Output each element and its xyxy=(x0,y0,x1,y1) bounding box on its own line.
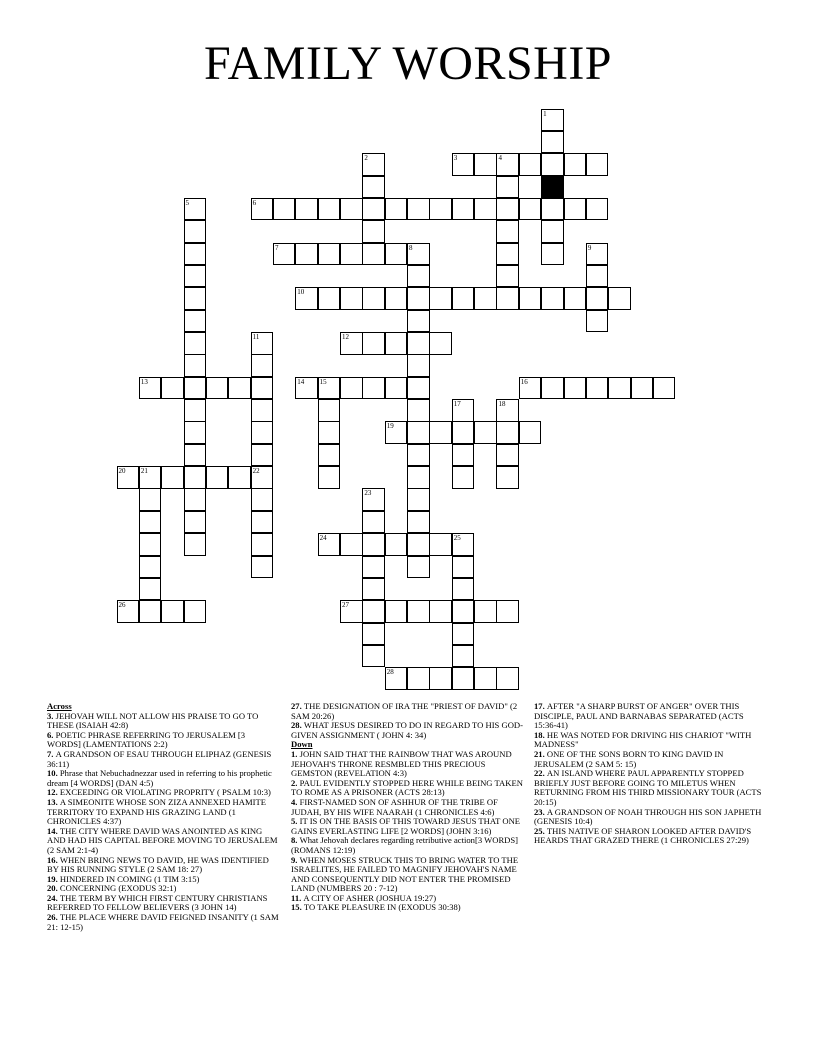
grid-cell[interactable] xyxy=(184,332,207,355)
grid-cell[interactable] xyxy=(429,667,452,690)
grid-cell[interactable] xyxy=(318,444,341,467)
clue-number: 26 xyxy=(118,601,126,610)
grid-cell[interactable] xyxy=(452,444,475,467)
clue-number: 21 xyxy=(140,467,148,476)
grid-cell[interactable] xyxy=(251,511,274,534)
black-cell xyxy=(541,176,564,199)
grid-cell[interactable] xyxy=(541,377,564,400)
clue-number: 14 xyxy=(297,377,305,386)
clue-number: 27 xyxy=(342,601,349,610)
grid-cell[interactable] xyxy=(385,287,408,310)
clue-item: 24. THE TERM BY WHICH FIRST CENTURY CHRISTIANS REFERRED TO FELLOW BELIEVERS (3 JOHN 14) xyxy=(47,892,268,913)
grid-cell[interactable] xyxy=(519,198,542,221)
clue-number: 5 xyxy=(185,198,190,207)
grid-cell[interactable] xyxy=(184,220,207,243)
grid-cell[interactable] xyxy=(385,243,408,266)
grid-cell[interactable] xyxy=(407,243,430,266)
grid-cell[interactable] xyxy=(586,310,609,333)
grid-cell[interactable] xyxy=(184,243,207,266)
clue-item: 25. THIS NATIVE OF SHARON LOOKED AFTER DAVID'S HEARDS THAT GRAZED THERE (1 CHRONICLES 27:29) xyxy=(534,825,752,846)
clue-number: 8 xyxy=(409,243,413,252)
grid-cell[interactable] xyxy=(496,176,519,199)
grid-cell[interactable] xyxy=(385,332,408,355)
grid-cell[interactable] xyxy=(251,332,274,355)
grid-cell[interactable] xyxy=(519,153,542,176)
grid-cell[interactable] xyxy=(273,243,296,266)
grid-cell[interactable] xyxy=(295,198,318,221)
grid-cell[interactable] xyxy=(407,600,430,623)
grid-cell[interactable] xyxy=(407,556,430,579)
grid-cell[interactable] xyxy=(251,444,274,467)
grid-cell[interactable] xyxy=(407,198,430,221)
clue-item: 8. What Jehovah declares regarding retributive action[3 WORDS] (ROMANS 12:19) xyxy=(291,835,519,855)
grid-cell[interactable] xyxy=(541,153,564,176)
grid-cell[interactable] xyxy=(586,377,609,400)
grid-cell[interactable] xyxy=(318,533,341,556)
grid-cell[interactable] xyxy=(161,600,184,623)
clue-item: 2. PAUL EVIDENTLY STOPPED HERE WHILE BEING TAKEN TO ROME AS A PRISONER (ACTS 28:13) xyxy=(291,777,523,798)
grid-cell[interactable] xyxy=(385,377,408,400)
clue-item: 6. POETIC PHRASE REFERRING TO JERUSALEM [3 WORDS] (LAMENTATIONS 2:2) xyxy=(47,729,246,750)
clue-number: 6 xyxy=(252,198,257,207)
clue-item: 23. A GRANDSON OF NOAH THROUGH HIS SON JAPHETH (GENESIS 10:4) xyxy=(534,806,762,827)
grid-cell[interactable] xyxy=(452,198,475,221)
grid-cell[interactable] xyxy=(407,444,430,467)
puzzle-title: FAMILY WORSHIP xyxy=(203,37,612,90)
grid-cell[interactable] xyxy=(452,667,475,690)
grid-cell[interactable] xyxy=(362,243,385,266)
clue-number: 18 xyxy=(498,400,506,409)
clue-item: 13. A SIMEONITE WHOSE SON ZIZA ANNEXED HAMITE TERRITORY TO EXPAND HIS GRAZING LAND (1 CHRONICLES 4:37) xyxy=(47,796,266,827)
grid-cell[interactable] xyxy=(362,287,385,310)
clue-item: 28. WHAT JESUS DESIRED TO DO IN REGARD TO HIS GOD-GIVEN ASSIGNMENT ( JOHN 4: 34) xyxy=(291,720,523,740)
clue-item: 1. JOHN SAID THAT THE RAINBOW THAT WAS AROUND JEHOVAH'S THRONE RESMBLED THIS PRECIOUS GEMSTON (REVELATION 4:3) xyxy=(291,748,512,779)
grid-cell[interactable] xyxy=(295,377,318,400)
grid-cell[interactable] xyxy=(184,287,207,310)
clue-number: 3 xyxy=(453,154,458,163)
grid-cell[interactable] xyxy=(519,421,542,444)
grid-cell[interactable] xyxy=(184,421,207,444)
grid-cell[interactable] xyxy=(452,645,475,668)
grid-cell[interactable] xyxy=(452,556,475,579)
clue-item: 18. HE WAS NOTED FOR DRIVING HIS CHARIOT "WITH MADNESS" xyxy=(534,729,752,750)
grid-cell[interactable] xyxy=(362,533,385,556)
grid-cell[interactable] xyxy=(295,287,318,310)
grid-cell[interactable] xyxy=(452,600,475,623)
grid-cell[interactable] xyxy=(340,377,363,400)
grid-cell[interactable] xyxy=(474,421,497,444)
grid-cell[interactable] xyxy=(496,466,519,489)
grid-cell[interactable] xyxy=(385,667,408,690)
grid-cell[interactable] xyxy=(273,198,296,221)
grid-cell[interactable] xyxy=(452,466,475,489)
clue-number: 16 xyxy=(520,377,528,386)
grid-cell[interactable] xyxy=(184,354,207,377)
clue-number: 11 xyxy=(252,333,260,341)
grid-cell[interactable] xyxy=(139,556,162,579)
grid-cell[interactable] xyxy=(541,243,564,266)
grid-cell[interactable] xyxy=(251,556,274,579)
grid-cell[interactable] xyxy=(318,243,341,266)
clue-item: 15. TO TAKE PLEASURE IN (EXODUS 30:38) xyxy=(291,902,461,913)
grid-cell[interactable] xyxy=(295,243,318,266)
clue-number: 22 xyxy=(252,467,260,476)
clue-number: 2 xyxy=(364,154,368,163)
grid-cell[interactable] xyxy=(206,377,229,400)
grid-cell[interactable] xyxy=(407,421,430,444)
grid-cell[interactable] xyxy=(184,399,207,422)
grid-cell[interactable] xyxy=(340,600,363,623)
grid-cell[interactable] xyxy=(385,600,408,623)
clue-item: 10. Phrase that Nebuchadnezzar used in referring to his prophetic dream [4 WORDS] (DAN 4:5) xyxy=(47,768,272,788)
grid-cell[interactable] xyxy=(541,287,564,310)
clue-item: 17. AFTER "A SHARP BURST OF ANGER" OVER THIS DISCIPLE, PAUL AND BARNABAS SEPARATED (ACTS 15:36-41) xyxy=(534,701,744,731)
grid-cell[interactable] xyxy=(496,198,519,221)
clue-number: 25 xyxy=(453,534,461,543)
clue-number: 4 xyxy=(498,154,502,163)
grid-cell[interactable] xyxy=(496,421,519,444)
grid-cell[interactable] xyxy=(474,153,497,176)
grid-cell[interactable] xyxy=(541,220,564,243)
grid-cell[interactable] xyxy=(385,198,408,221)
clue-number: 19 xyxy=(386,422,394,431)
grid-cell[interactable] xyxy=(452,287,475,310)
clue-item: 27. THE DESIGNATION OF IRA THE "PRIEST OF DAVID" (2 SAM 20:26) xyxy=(291,701,518,721)
grid-cell[interactable] xyxy=(496,153,519,176)
grid-cell[interactable] xyxy=(496,444,519,467)
clue-number: 24 xyxy=(319,534,327,543)
grid-cell[interactable] xyxy=(564,153,587,176)
grid-cell[interactable] xyxy=(608,377,631,400)
grid-cell[interactable] xyxy=(318,287,341,310)
grid-cell[interactable] xyxy=(564,198,587,221)
grid-cell[interactable] xyxy=(564,377,587,400)
clue-item: 20. CONCERNING (EXODUS 32:1) xyxy=(47,883,177,894)
across-header: Across xyxy=(47,701,72,711)
grid-cell[interactable] xyxy=(407,667,430,690)
grid-cell[interactable] xyxy=(474,287,497,310)
clue-item: 11. A CITY OF ASHER (JOSHUA 19:27) xyxy=(291,892,437,903)
grid-cell[interactable] xyxy=(407,354,430,377)
clue-number: 20 xyxy=(118,467,126,476)
grid-cell[interactable] xyxy=(496,600,519,623)
grid-cell[interactable] xyxy=(452,533,475,556)
grid-cell[interactable] xyxy=(340,533,363,556)
grid-cell[interactable] xyxy=(318,421,341,444)
grid-cell[interactable] xyxy=(586,265,609,288)
clue-number: 15 xyxy=(319,377,327,386)
grid-cell[interactable] xyxy=(362,623,385,646)
clue-number: 23 xyxy=(364,489,372,498)
clue-number: 17 xyxy=(453,400,461,409)
grid-cell[interactable] xyxy=(608,287,631,310)
grid-cell[interactable] xyxy=(362,176,385,199)
grid-cell[interactable] xyxy=(362,198,385,221)
grid-cell[interactable] xyxy=(340,287,363,310)
grid-cell[interactable] xyxy=(161,377,184,400)
grid-cell[interactable] xyxy=(206,466,229,489)
grid-cell[interactable] xyxy=(184,444,207,467)
grid-cell[interactable] xyxy=(362,600,385,623)
grid-cell[interactable] xyxy=(251,421,274,444)
clues-column-3 xyxy=(534,702,766,846)
grid-cell[interactable] xyxy=(318,377,341,400)
grid-cell[interactable] xyxy=(362,332,385,355)
clue-item: 4. FIRST-NAMED SON OF ASHHUR OF THE TRIBE OF JUDAH, BY HIS WIFE NAARAH (1 CHRONICLES 4:6) xyxy=(291,796,498,817)
clue-number: 12 xyxy=(342,333,349,341)
grid-cell[interactable] xyxy=(474,198,497,221)
grid-cell[interactable] xyxy=(184,511,207,534)
grid-cell[interactable] xyxy=(184,310,207,333)
grid-cell[interactable] xyxy=(586,153,609,176)
clue-number: 10 xyxy=(297,288,305,297)
grid-cell[interactable] xyxy=(251,488,274,511)
grid-cell[interactable] xyxy=(139,578,162,601)
grid-cell[interactable] xyxy=(429,533,452,556)
grid-cell[interactable] xyxy=(362,556,385,579)
clues-column-1 xyxy=(47,702,279,932)
grid-cell[interactable] xyxy=(452,421,475,444)
grid-cell[interactable] xyxy=(251,399,274,422)
grid-cell[interactable] xyxy=(318,399,341,422)
grid-cell[interactable] xyxy=(117,466,140,489)
grid-cell[interactable] xyxy=(519,287,542,310)
grid-cell[interactable] xyxy=(385,533,408,556)
grid-cell[interactable] xyxy=(429,332,452,355)
grid-cell[interactable] xyxy=(474,600,497,623)
grid-cell[interactable] xyxy=(407,533,430,556)
grid-cell[interactable] xyxy=(184,488,207,511)
grid-cell[interactable] xyxy=(340,198,363,221)
grid-cell[interactable] xyxy=(519,377,542,400)
grid-cell[interactable] xyxy=(228,377,251,400)
grid-cell[interactable] xyxy=(228,466,251,489)
grid-cell[interactable] xyxy=(251,466,274,489)
grid-cell[interactable] xyxy=(184,466,207,489)
clue-item: 14. THE CITY WHERE DAVID WAS ANOINTED AS KING AND HAD HIS CAPITAL BEFORE MOVING TO JERUSALEM (2 SAM 2:1-4) xyxy=(47,825,278,855)
grid-cell[interactable] xyxy=(161,466,184,489)
grid-cell[interactable] xyxy=(139,377,162,400)
grid-cell[interactable] xyxy=(407,488,430,511)
grid-cell[interactable] xyxy=(407,287,430,310)
grid-cell[interactable] xyxy=(184,600,207,623)
grid-cell[interactable] xyxy=(407,511,430,534)
grid-cell[interactable] xyxy=(496,399,519,422)
grid-cell[interactable] xyxy=(407,265,430,288)
grid-cell[interactable] xyxy=(653,377,676,400)
clue-item: 3. JEHOVAH WILL NOT ALLOW HIS PRAISE TO GO TO THESE (ISAIAH 42:8) xyxy=(47,710,259,731)
grid-cell[interactable] xyxy=(362,645,385,668)
grid-cell[interactable] xyxy=(362,220,385,243)
grid-cell[interactable] xyxy=(385,421,408,444)
clue-number: 13 xyxy=(140,377,148,386)
grid-cell[interactable] xyxy=(452,623,475,646)
grid-cell[interactable] xyxy=(139,511,162,534)
grid-cell[interactable] xyxy=(117,600,140,623)
grid-cell[interactable] xyxy=(340,243,363,266)
clue-item: 9. WHEN MOSES STRUCK THIS TO BRING WATER TO THE ISRAELITES, HE FAILED TO MAGNIFY JEHOVAH'S NAME AND CONSEQUENTLY DID NOT ENTER THE PROMISED LAND (NUMBERS 20 : 7-12) xyxy=(291,854,519,894)
grid-cell[interactable] xyxy=(139,488,162,511)
grid-cell[interactable] xyxy=(318,198,341,221)
grid-cell[interactable] xyxy=(362,578,385,601)
grid-cell[interactable] xyxy=(184,198,207,221)
clue-item: 7. A GRANDSON OF ESAU THROUGH ELIPHAZ (GENESIS 36:11) xyxy=(47,748,272,769)
clue-item: 5. IT IS ON THE BASIS OF THIS TOWARD JESUS THAT ONE GAINS EVERLASTING LIFE [2 WORDS] (JOHN 3:16) xyxy=(291,816,521,836)
grid-cell[interactable] xyxy=(407,377,430,400)
clue-item: 22. AN ISLAND WHERE PAUL APPARENTLY STOPPED BRIEFLY JUST BEFORE GOING TO MILETUS WHEN RETURNING FROM HIS THIRD MISSIONARY TOUR (ACTS 20:15) xyxy=(534,768,762,807)
clues-column-2 xyxy=(291,702,523,913)
grid-cell[interactable] xyxy=(496,243,519,266)
grid-cell[interactable] xyxy=(407,332,430,355)
grid-cell[interactable] xyxy=(452,153,475,176)
grid-cell[interactable] xyxy=(541,131,564,154)
clue-number: 9 xyxy=(587,243,592,252)
grid-cell[interactable] xyxy=(184,265,207,288)
grid-cell[interactable] xyxy=(251,533,274,556)
grid-cell[interactable] xyxy=(496,667,519,690)
grid-cell[interactable] xyxy=(139,533,162,556)
grid-cell[interactable] xyxy=(586,287,609,310)
grid-cell[interactable] xyxy=(340,332,363,355)
clue-item: 21. ONE OF THE SONS BORN TO KING DAVID IN JERUSALEM (2 SAM 5: 15) xyxy=(534,748,724,769)
grid-cell[interactable] xyxy=(184,533,207,556)
grid-cell[interactable] xyxy=(139,466,162,489)
grid-cell[interactable] xyxy=(184,377,207,400)
grid-cell[interactable] xyxy=(452,399,475,422)
grid-cell[interactable] xyxy=(631,377,654,400)
down-header: Down xyxy=(291,739,313,750)
clue-item: 19. HINDERED IN COMING (1 TIM 3:15) xyxy=(47,873,200,884)
clue-number: 7 xyxy=(274,243,279,252)
clue-number: 1 xyxy=(543,109,547,118)
grid-cell[interactable] xyxy=(496,220,519,243)
grid-cell[interactable] xyxy=(429,287,452,310)
grid-cell[interactable] xyxy=(362,377,385,400)
grid-cell[interactable] xyxy=(429,198,452,221)
clue-item: 16. WHEN BRING NEWS TO DAVID, HE WAS IDENTIFIED BY HIS RUNNING STYLE (2 SAM 18: 27) xyxy=(47,854,269,875)
grid-cell[interactable] xyxy=(251,354,274,377)
grid-cell[interactable] xyxy=(564,287,587,310)
grid-cell[interactable] xyxy=(586,198,609,221)
grid-cell[interactable] xyxy=(429,600,452,623)
clue-item: 12. EXCEEDING OR VIOLATING PROPRITY ( PSALM 10:3) xyxy=(47,787,271,798)
grid-cell[interactable] xyxy=(407,466,430,489)
grid-cell[interactable] xyxy=(362,511,385,534)
grid-cell[interactable] xyxy=(586,243,609,266)
grid-cell[interactable] xyxy=(318,466,341,489)
grid-cell[interactable] xyxy=(496,265,519,288)
clue-number: 28 xyxy=(386,668,394,677)
grid-cell[interactable] xyxy=(474,667,497,690)
grid-cell[interactable] xyxy=(541,109,564,132)
grid-cell[interactable] xyxy=(452,578,475,601)
grid-cell[interactable] xyxy=(139,600,162,623)
grid-cell[interactable] xyxy=(362,153,385,176)
grid-cell[interactable] xyxy=(251,198,274,221)
grid-cell[interactable] xyxy=(407,399,430,422)
grid-cell[interactable] xyxy=(251,377,274,400)
clue-item: 26. THE PLACE WHERE DAVID FEIGNED INSANITY (1 SAM 21: 12-15) xyxy=(47,912,279,932)
grid-cell[interactable] xyxy=(362,488,385,511)
grid-cell[interactable] xyxy=(496,287,519,310)
grid-cell[interactable] xyxy=(541,198,564,221)
grid-cell[interactable] xyxy=(429,421,452,444)
grid-cell[interactable] xyxy=(407,310,430,333)
